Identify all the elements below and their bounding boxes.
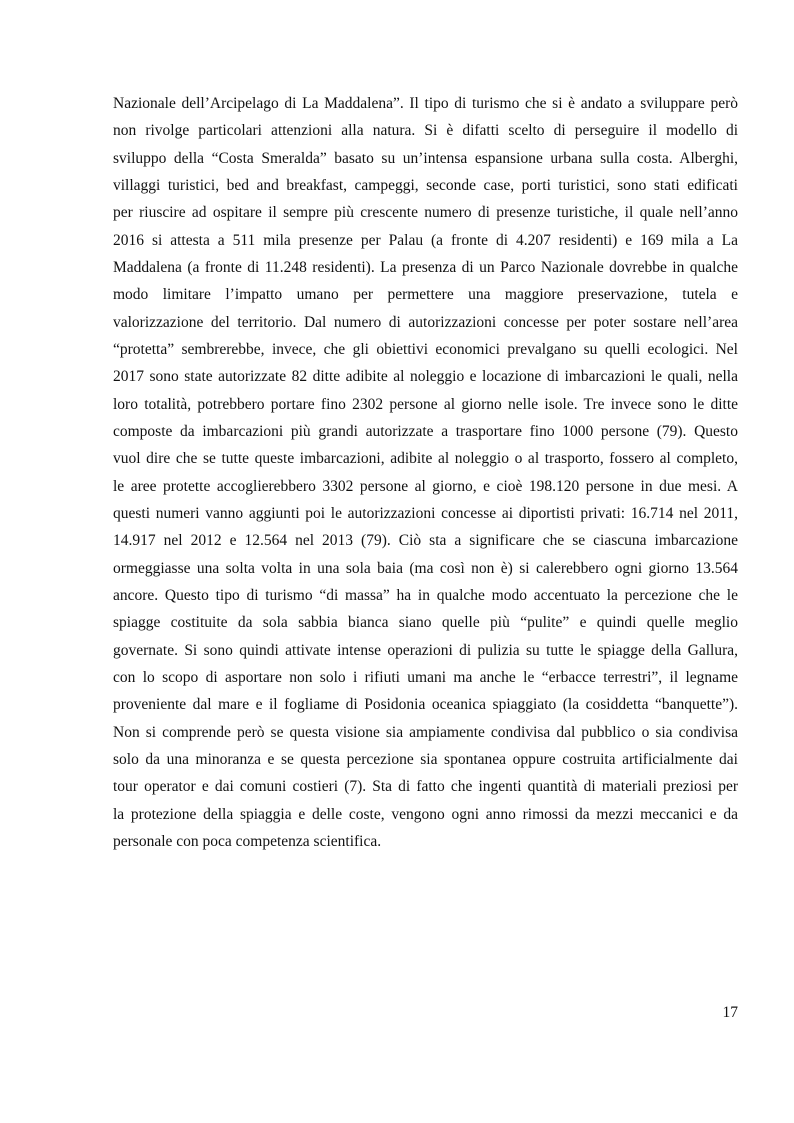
- text-line: questi numeri vanno aggiunti poi le autorizzazioni concesse ai diportisti privati: 16.714 nel 2011,: [113, 504, 738, 522]
- text-line: modo limitare l’impatto umano per permettere una maggiore preservazione, tutela e: [113, 286, 738, 304]
- text-line: 14.917 nel 2012 e 12.564 nel 2013 (79). Ciò sta a significare che se ciascuna imbarcazione: [113, 532, 738, 550]
- text-line: Non si comprende però se questa visione sia ampiamente condivisa dal pubblico o sia condivisa: [113, 723, 738, 741]
- text-line: 2017 sono state autorizzate 82 ditte adibite al noleggio e locazione di imbarcazioni le quali, nella: [113, 368, 738, 386]
- text-line: solo da una minoranza e se questa percezione sia spontanea oppure costruita artificialmente dai: [113, 750, 738, 768]
- text-line: Maddalena (a fronte di 11.248 residenti). La presenza di un Parco Nazionale dovrebbe in qualche: [113, 258, 738, 276]
- text-line: ormeggiasse una solta volta in una sola baia (ma così non è) si calerebbero ogni giorno 13.564: [113, 559, 738, 577]
- text-line: le aree protette accoglierebbero 3302 persone al giorno, e cioè 198.120 persone in due mesi. A: [113, 477, 738, 495]
- text-line: villaggi turistici, bed and breakfast, campeggi, seconde case, porti turistici, sono stati edificati: [113, 176, 738, 194]
- text-line: ancore. Questo tipo di turismo “di massa” ha in qualche modo accentuato la percezione che le: [113, 586, 738, 604]
- text-line: per riuscire ad ospitare il sempre più crescente numero di presenze turistiche, il quale nell’anno: [113, 204, 738, 222]
- text-line: spiagge costituite da sola sabbia bianca siano quelle più “pulite” e quindi quelle meglio: [113, 614, 738, 632]
- text-line: composte da imbarcazioni più grandi autorizzate a trasportare fino 1000 persone (79). Questo: [113, 422, 738, 440]
- text-line: 2016 si attesta a 511 mila presenze per Palau (a fronte di 4.207 residenti) e 169 mila a La: [113, 231, 738, 249]
- text-line: la protezione della spiaggia e delle coste, vengono ogni anno rimossi da mezzi meccanici e da: [113, 805, 738, 823]
- text-line: tour operator e dai comuni costieri (7). Sta di fatto che ingenti quantità di materiali preziosi per: [113, 778, 738, 796]
- text-line: sviluppo della “Costa Smeralda” basato su un’intensa espansione urbana sulla costa. Alberghi,: [113, 149, 738, 167]
- body-paragraph: [113, 90, 738, 855]
- text-line: valorizzazione del territorio. Dal numero di autorizzazioni concesse per poter sostare nell’area: [113, 313, 738, 331]
- page-number: 17: [722, 1004, 738, 1021]
- text-line: con lo scopo di asportare non solo i rifiuti umani ma anche le “erbacce terrestri”, il legname: [113, 668, 738, 686]
- text-line: Nazionale dell’Arcipelago di La Maddalena”. Il tipo di turismo che si è andato a sviluppare però: [113, 95, 738, 112]
- text-line: governate. Si sono quindi attivate intense operazioni di pulizia su tutte le spiagge della Gallura,: [113, 641, 738, 659]
- text-line: loro totalità, potrebbero portare fino 2302 persone al giorno nelle isole. Tre invece sono le ditte: [113, 395, 738, 413]
- text-line: proveniente dal mare e il fogliame di Posidonia oceanica spiaggiato (la cosiddetta “banquette”).: [113, 696, 738, 714]
- text-line: vuol dire che se tutte queste imbarcazioni, adibite al noleggio o al trasporto, fossero al completo,: [113, 450, 738, 468]
- text-line: non rivolge particolari attenzioni alla natura. Si è difatti scelto di perseguire il modello di: [113, 122, 738, 140]
- text-line: personale con poca competenza scientifica.: [113, 832, 382, 850]
- text-line: “protetta” sembrerebbe, invece, che gli obiettivi economici prevalgano su quelli ecologici. Nel: [113, 340, 738, 358]
